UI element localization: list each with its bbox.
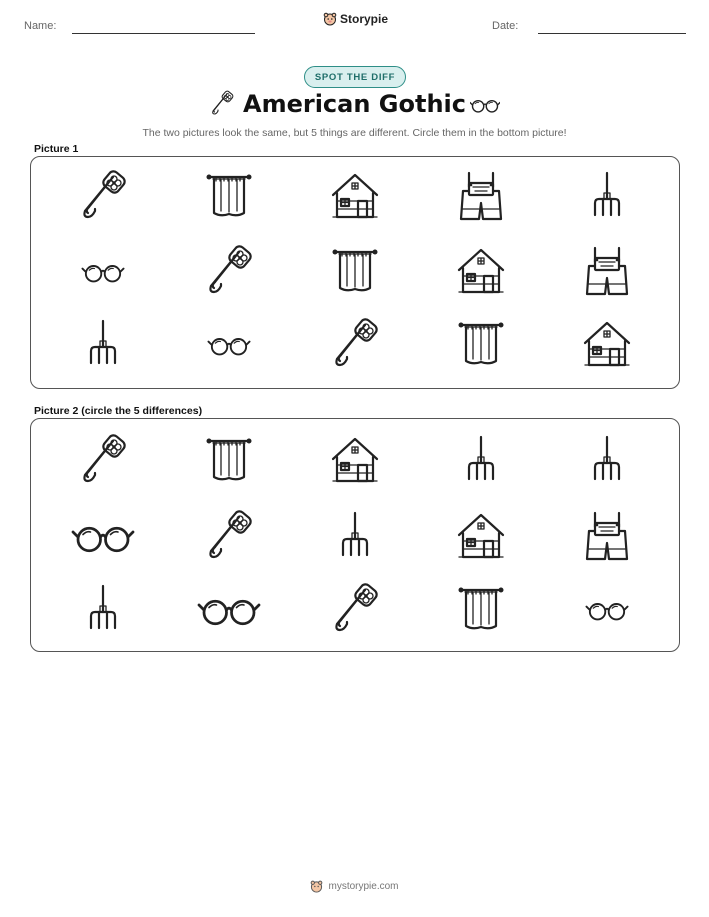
safety-pin-icon <box>75 169 131 225</box>
overalls-icon <box>453 169 509 225</box>
pitchfork-icon <box>75 317 131 373</box>
brand-logo <box>323 12 388 26</box>
brand-name: Storypie <box>340 12 389 26</box>
curtain-icon <box>327 244 383 300</box>
house-icon <box>579 317 635 373</box>
curtain-icon[interactable] <box>453 582 509 638</box>
instructions: The two pictures look the same, but 5 things are different. Circle them in the bottom picture! <box>142 127 567 139</box>
safety-pin-icon[interactable] <box>201 509 257 565</box>
pitchfork-icon[interactable] <box>327 509 383 565</box>
pitchfork-icon[interactable] <box>75 582 131 638</box>
pitchfork-icon <box>579 169 635 225</box>
date-label: Date: <box>492 20 519 32</box>
glasses-icon[interactable] <box>583 586 631 634</box>
overalls-icon[interactable] <box>579 509 635 565</box>
glasses-icon[interactable] <box>68 502 138 572</box>
safety-pin-icon <box>208 90 236 118</box>
safety-pin-icon <box>327 317 383 373</box>
house-icon <box>327 169 383 225</box>
pitchfork-icon[interactable] <box>453 433 509 489</box>
house-icon[interactable] <box>453 509 509 565</box>
curtain-icon <box>453 317 509 373</box>
date-field[interactable] <box>538 33 686 34</box>
glasses-icon[interactable] <box>194 575 264 645</box>
pitchfork-icon[interactable] <box>579 433 635 489</box>
footer <box>0 880 709 893</box>
safety-pin-icon[interactable] <box>327 582 383 638</box>
safety-pin-icon[interactable] <box>75 433 131 489</box>
name-field[interactable] <box>72 33 255 34</box>
picture-2-panel[interactable] <box>30 418 680 652</box>
glasses-icon <box>205 321 253 369</box>
storypie-logo-icon <box>323 12 337 26</box>
picture-2-label: Picture 2 (circle the 5 differences) <box>34 405 203 417</box>
curtain-icon[interactable] <box>201 433 257 489</box>
house-icon <box>453 244 509 300</box>
name-label: Name: <box>24 20 57 32</box>
footer-url: mystorypie.com <box>328 881 399 892</box>
overalls-icon <box>579 244 635 300</box>
picture-1-panel <box>30 156 680 389</box>
safety-pin-icon <box>201 244 257 300</box>
house-icon[interactable] <box>327 433 383 489</box>
curtain-icon <box>201 169 257 225</box>
glasses-icon <box>79 248 127 296</box>
glasses-icon <box>470 96 500 114</box>
storypie-logo-icon <box>310 880 323 893</box>
page-title: American Gothic <box>243 90 466 118</box>
spot-the-diff-badge: SPOT THE DIFF <box>304 66 406 88</box>
picture-1-label: Picture 1 <box>34 143 79 155</box>
